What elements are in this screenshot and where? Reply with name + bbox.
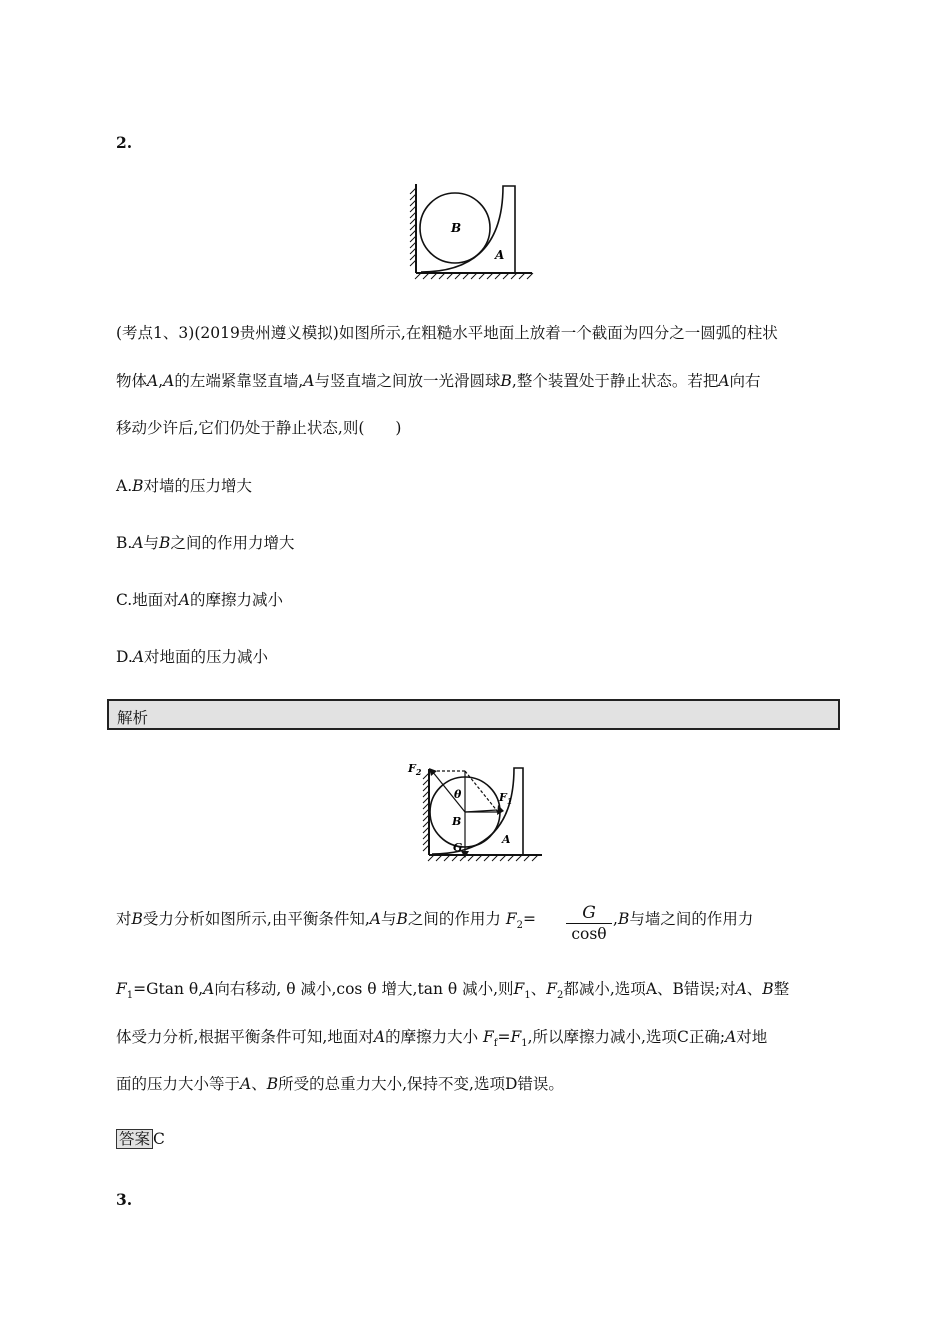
label-f1: $F_1$: [499, 791, 513, 806]
analysis-label: 解析: [117, 709, 149, 727]
option-a[interactable]: A.B对墙的压力增大: [116, 477, 253, 495]
answer-value: C: [153, 1130, 165, 1148]
label-f2: $F_2$: [408, 762, 422, 777]
label-g: G: [453, 841, 463, 854]
label-b: B: [451, 221, 462, 235]
fraction-g-over-cos: $\frac{G}{\cos\theta}$: [566, 903, 612, 944]
stem-line-3: 移动少许后,它们仍处于静止状态,则( ): [116, 419, 402, 437]
answer-label: 答案: [116, 1129, 153, 1149]
label-a-2: A: [502, 833, 511, 846]
label-theta: θ: [454, 788, 462, 801]
option-b[interactable]: B.A与B之间的作用力增大: [116, 534, 295, 552]
label-a: A: [495, 248, 505, 262]
analysis-line-2: $F_1=Gtan$ θ,A向右移动, θ 减小,cos θ 增大,tan θ 减小,则$F_1$、$F_2$都减小,选项A、B错误;对A、B整: [116, 980, 790, 1002]
analysis-line-1: 对B受力分析如图所示,由平衡条件知,A与B之间的作用力 $F_2=$: [116, 910, 536, 932]
analysis-line-4: 面的压力大小等于A、B所受的总重力大小,保持不变,选项D错误。: [116, 1075, 564, 1093]
option-c[interactable]: C.地面对A的摩擦力减小: [116, 591, 283, 609]
analysis-header: [107, 699, 840, 730]
stem-line-2: 物体A,A的左端紧靠竖直墙,A与竖直墙之间放一光滑圆球B,整个装置处于静止状态。若把A向右: [116, 372, 761, 390]
option-d[interactable]: D.A对地面的压力减小: [116, 648, 269, 666]
question-number-3: 3.: [116, 1190, 133, 1209]
label-b-2: B: [452, 815, 462, 828]
analysis-line-3: 体受力分析,根据平衡条件可知,地面对A的摩擦力大小 $F_f=F_1$,所以摩擦力减小,选项C正确;A对地: [116, 1028, 768, 1050]
problem-figure: [405, 180, 540, 282]
question-number: 2.: [116, 133, 133, 152]
answer-line: [116, 1129, 165, 1149]
analysis-line-1b: ,B与墙之间的作用力: [613, 910, 754, 928]
stem-line-1: (考点1、3)(2019贵州遵义模拟)如图所示,在粗糙水平地面上放着一个截面为四分之一圆弧的柱状: [116, 324, 778, 342]
force-analysis-figure: [402, 759, 547, 863]
